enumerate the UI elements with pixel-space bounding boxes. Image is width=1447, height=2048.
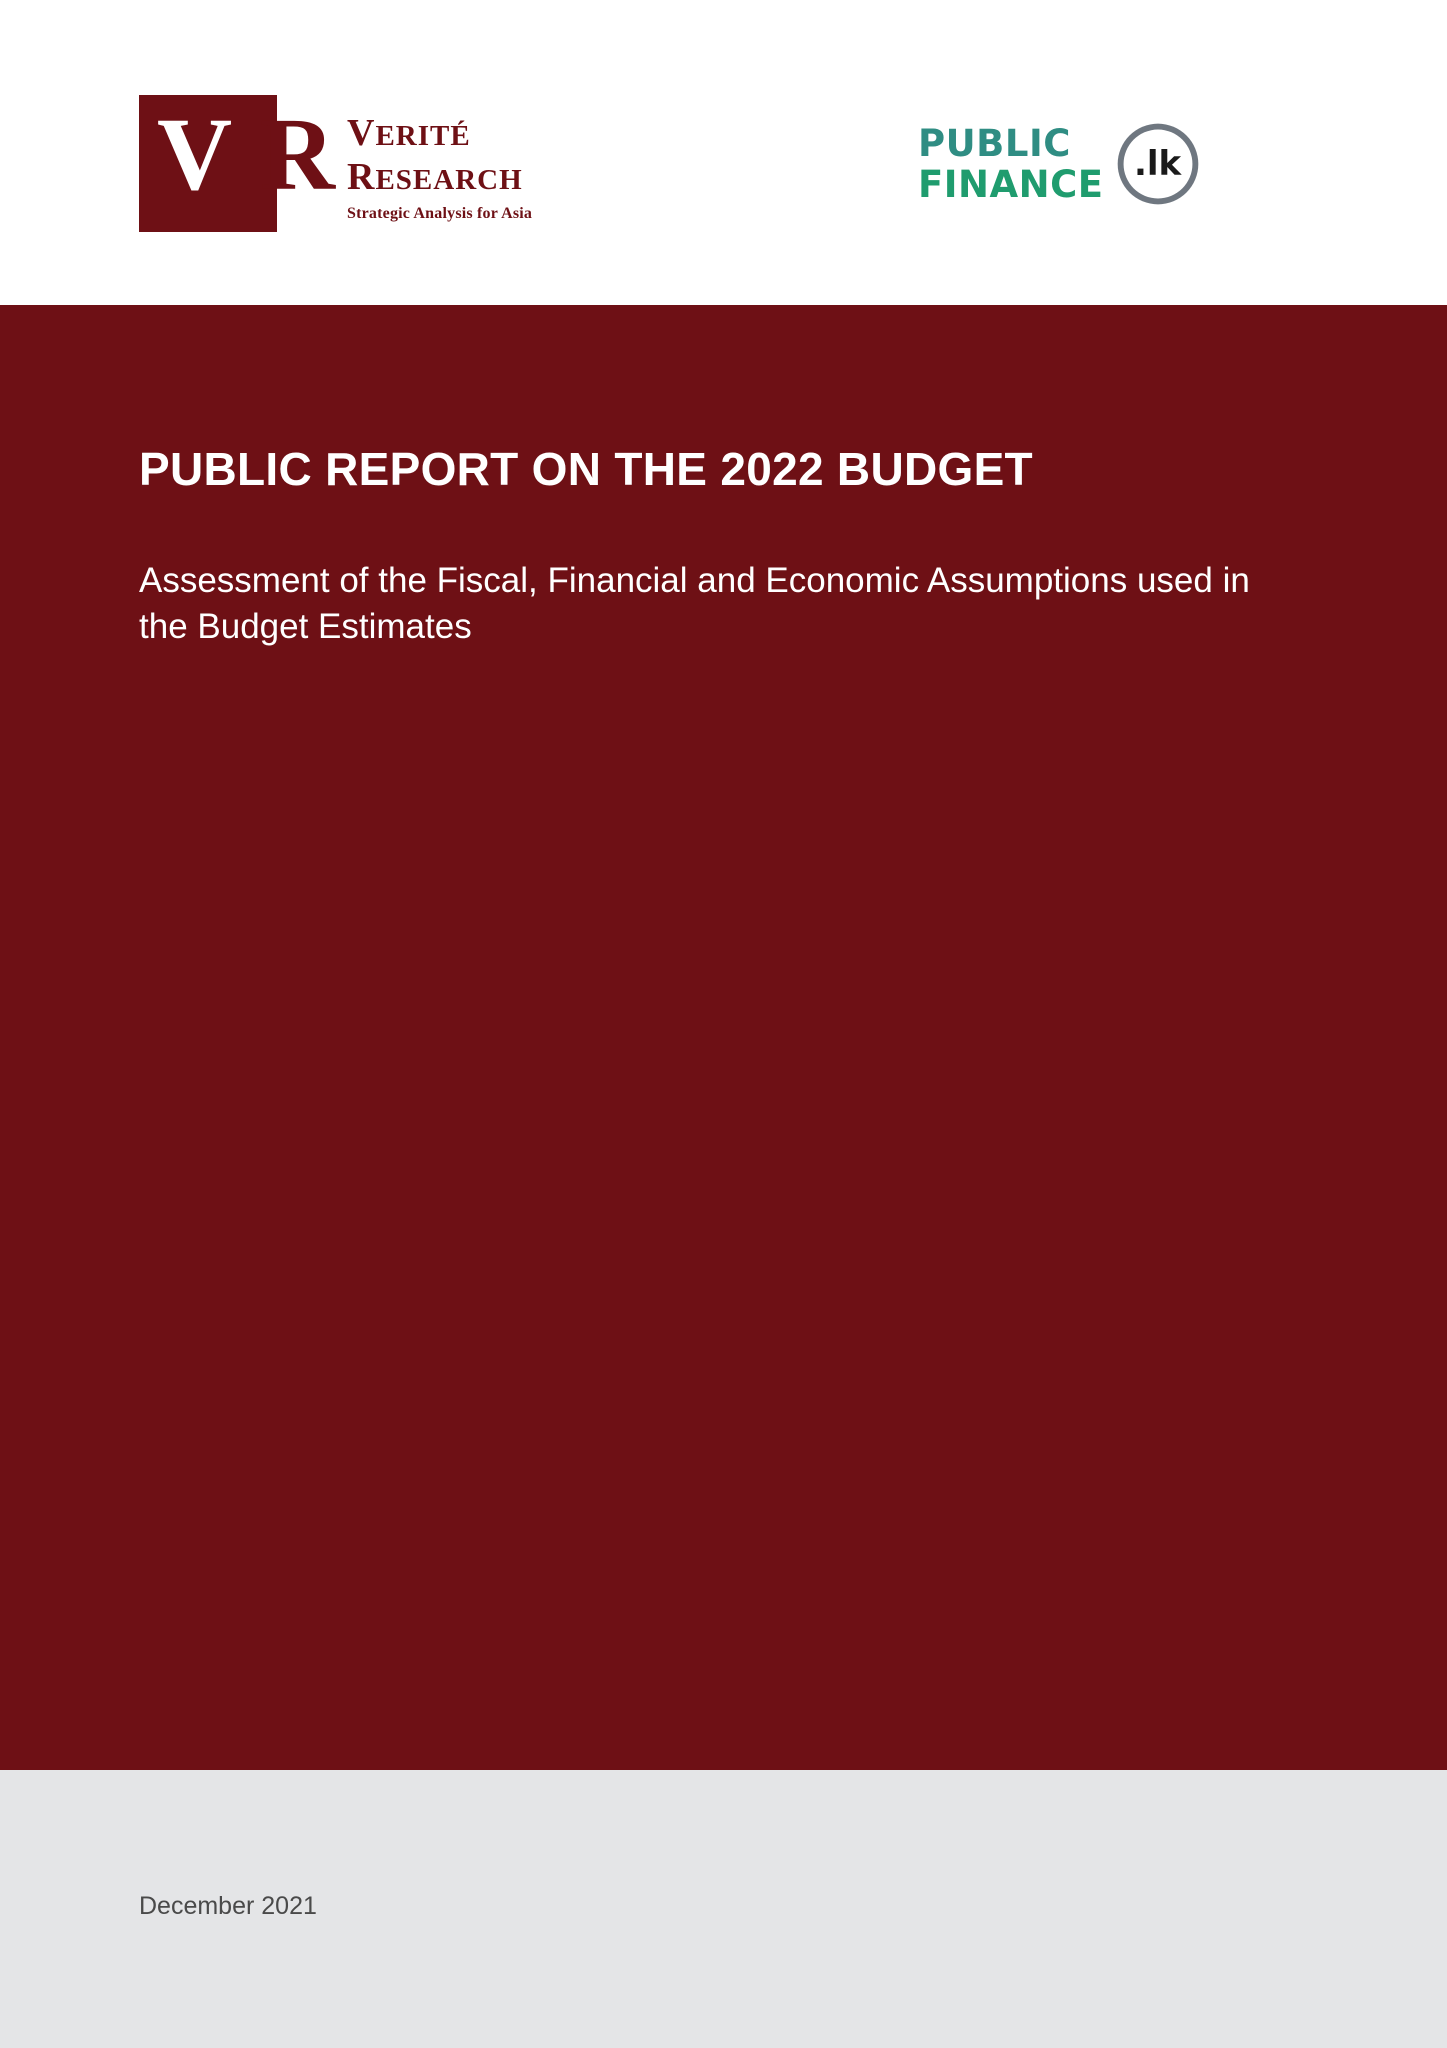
- verite-wordmark-line-2: [347, 155, 532, 199]
- publicfinance-badge-text: .lk: [1133, 144, 1182, 184]
- verite-logo-mark: [139, 95, 335, 232]
- publicfinance-wordmark: [918, 123, 1104, 206]
- verite-wordmark-line-2-rest: ESEARCH: [375, 164, 523, 197]
- page-subtitle: Assessment of the Fiscal, Financial and Economic Assumptions used in the Budget Estimates: [139, 561, 1250, 647]
- verite-mark-letter-v: V: [157, 97, 233, 212]
- verite-wordmark-line-1-rest: ERITÉ: [375, 120, 471, 152]
- verite-logo-wordmark: [347, 95, 532, 223]
- publicfinance-logo: [918, 122, 1200, 206]
- verite-wordmark-line-1: [347, 111, 532, 155]
- footer-band: [0, 1770, 1447, 2048]
- verite-wordmark-line-1-cap: V: [347, 112, 376, 154]
- cover-hero: [0, 305, 1447, 1770]
- page-title: PUBLIC REPORT ON THE 2022 BUDGET: [139, 443, 1033, 495]
- header-band: [0, 0, 1447, 305]
- publicfinance-wordmark-line-1: PUBLIC: [918, 121, 1071, 165]
- publication-date: December 2021: [139, 1892, 317, 1920]
- publicfinance-wordmark-line-2: FINANCE: [918, 163, 1104, 206]
- verite-logo-tagline: Strategic Analysis for Asia: [347, 205, 533, 223]
- verite-research-logo: [139, 95, 532, 232]
- verite-mark-letter-r: R: [259, 97, 335, 212]
- publicfinance-seal-icon: [1116, 122, 1200, 206]
- verite-wordmark-line-2-cap: R: [347, 156, 376, 199]
